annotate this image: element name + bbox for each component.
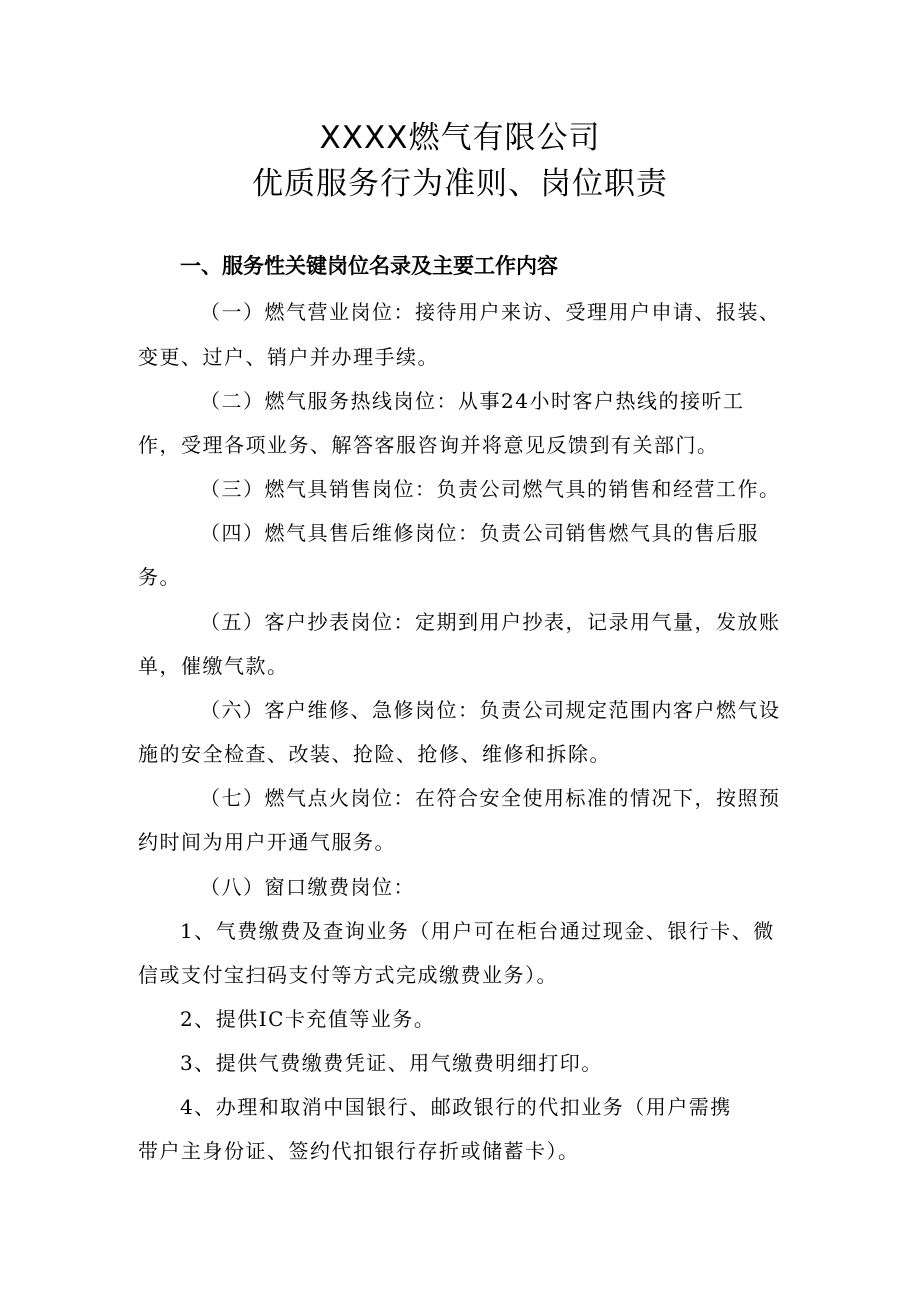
paragraph-line: （四）燃气具售后维修岗位：负责公司销售燃气具的售后服 (200, 521, 759, 545)
list-item-line: 2、提供IC卡充值等业务。 (180, 1007, 436, 1031)
paragraph-line: 作，受理各项业务、解答客服咨询并将意见反馈到有关部门。 (138, 433, 719, 457)
document-title-company: XXXX燃气有限公司 (319, 120, 601, 156)
list-item-line: 带户主身份证、签约代扣银行存折或储蓄卡）。 (138, 1139, 580, 1163)
paragraph-line: 施的安全检查、改装、抢险、抢修、维修和拆除。 (138, 742, 611, 766)
paragraph-line: （三）燃气具销售岗位：负责公司燃气具的销售和经营工作。 (200, 477, 781, 501)
paragraph-line: 务。 (138, 565, 181, 589)
paragraph-line: （二）燃气服务热线岗位：从事24小时客户热线的接听工 (200, 389, 745, 413)
paragraph-line: （七）燃气点火岗位：在符合安全使用标准的情况下，按照预 (200, 786, 781, 810)
paragraph-line: （一）燃气营业岗位：接待用户来访、受理用户申请、报装、 (200, 300, 781, 324)
paragraph-line: （六）客户维修、急修岗位：负责公司规定范围内客户燃气设 (200, 698, 781, 722)
section-heading: 一、服务性关键岗位名录及主要工作内容 (180, 254, 558, 278)
paragraph-line: 单，催缴气款。 (138, 654, 289, 678)
list-item-line: 1、气费缴费及查询业务（用户可在柜台通过现金、银行卡、微 (180, 919, 775, 943)
paragraph-line: （五）客户抄表岗位：定期到用户抄表，记录用气量，发放账 (200, 610, 781, 634)
list-item-line: 信或支付宝扫码支付等方式完成缴费业务）。 (138, 963, 558, 987)
paragraph-line: 变更、过户、销户并办理手续。 (138, 345, 439, 369)
paragraph-line: 约时间为用户开通气服务。 (138, 830, 396, 854)
list-item-line: 4、办理和取消中国银行、邮政银行的代扣业务（用户需携 (180, 1095, 732, 1119)
list-item-line: 3、提供气费缴费凭证、用气缴费明细打印。 (180, 1051, 603, 1075)
paragraph-line: （八）窗口缴费岗位： (200, 875, 415, 899)
document-title-subject: 优质服务行为准则、岗位职责 (252, 166, 668, 202)
